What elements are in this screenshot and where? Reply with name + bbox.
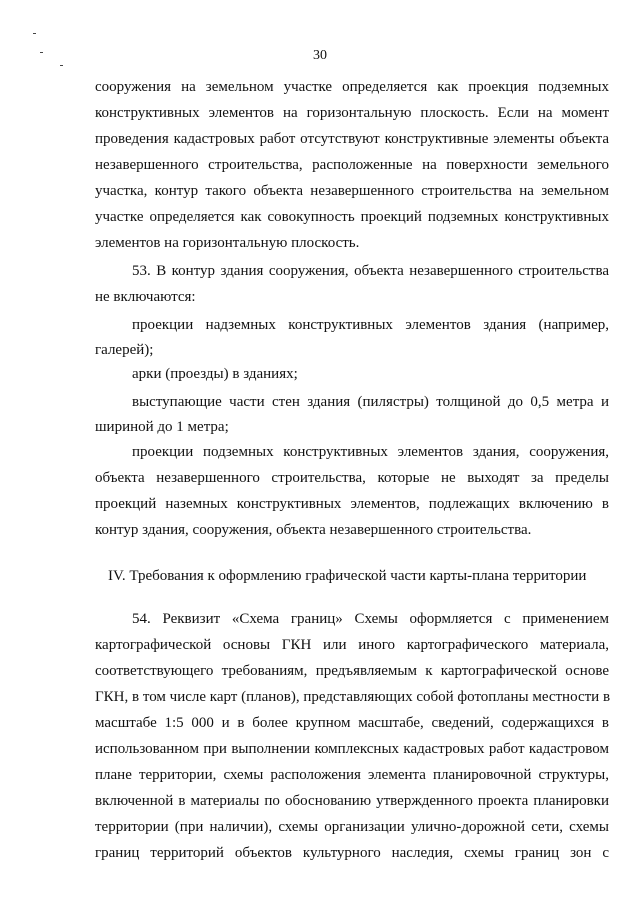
list-item-line: проекции подземных конструктивных элементов здания, сооружения, [132, 444, 609, 460]
paragraph-line: масштабе 1:5 000 и в более крупном масштабе, сведений, содержащихся в [95, 715, 609, 731]
paragraph-line: участке определяется как совокупность проекций подземных конструктивных [95, 209, 609, 225]
paragraph-line: 53. В контур здания сооружения, объекта незавершенного строительства [132, 263, 609, 279]
paragraph-line: сооружения на земельном участке определяется как проекция подземных [95, 79, 609, 95]
paragraph-line: территории (при наличии), схемы организации улично-дорожной сети, схемы [95, 819, 609, 835]
list-item-line: объекта незавершенного строительства, которые не выходят за пределы [95, 470, 609, 486]
paragraph-line: границ территорий объектов культурного наследия, схемы границ зон с [95, 845, 609, 861]
list-item-line: галерей); [95, 342, 154, 358]
scan-mark [33, 33, 36, 34]
paragraph-line: незавершенного строительства, расположенные на поверхности земельного [95, 157, 609, 173]
paragraph-line: конструктивных элементов на горизонтальную плоскость. Если на момент [95, 105, 609, 121]
paragraph-line: элементов на горизонтальную плоскость. [95, 235, 360, 251]
list-item-line: проекции надземных конструктивных элементов здания (например, [132, 317, 609, 333]
paragraph-line: использованном при выполнении комплексных кадастровых работ кадастровом [95, 741, 609, 757]
section-heading: IV. Требования к оформлению графической части карты-плана территории [108, 568, 587, 584]
paragraph-line: не включаются: [95, 289, 196, 305]
list-item-line: проекций наземных конструктивных элементов, подлежащих включению в [95, 496, 609, 512]
paragraph-line: плане территории, схемы расположения элемента планировочной структуры, [95, 767, 609, 783]
list-item-line: арки (проезды) в зданиях; [132, 366, 298, 382]
paragraph-line: картографической основы ГКН или иного картографического материала, [95, 637, 609, 653]
list-item-line: контур здания, сооружения, объекта незавершенного строительства. [95, 522, 532, 538]
paragraph-line: соответствующего требованиям, предъявляемым к картографической основе [95, 663, 609, 679]
scan-mark [60, 65, 63, 66]
paragraph-line: участка, контур такого объекта незавершенного строительства на земельном [95, 183, 609, 199]
list-item-line: шириной до 1 метра; [95, 419, 229, 435]
list-item-line: выступающие части стен здания (пилястры) толщиной до 0,5 метра и [132, 394, 609, 410]
page-number: 30 [313, 48, 327, 63]
paragraph-line: ГКН, в том числе карт (планов), представляющих собой фотопланы местности в [95, 689, 611, 705]
paragraph-line: включенной в материалы по обоснованию утвержденного проекта планировки [95, 793, 609, 809]
paragraph-line: 54. Реквизит «Схема границ» Схемы оформляется с применением [132, 611, 609, 627]
paragraph-line: проведения кадастровых работ отсутствуют конструктивные элементы объекта [95, 131, 609, 147]
